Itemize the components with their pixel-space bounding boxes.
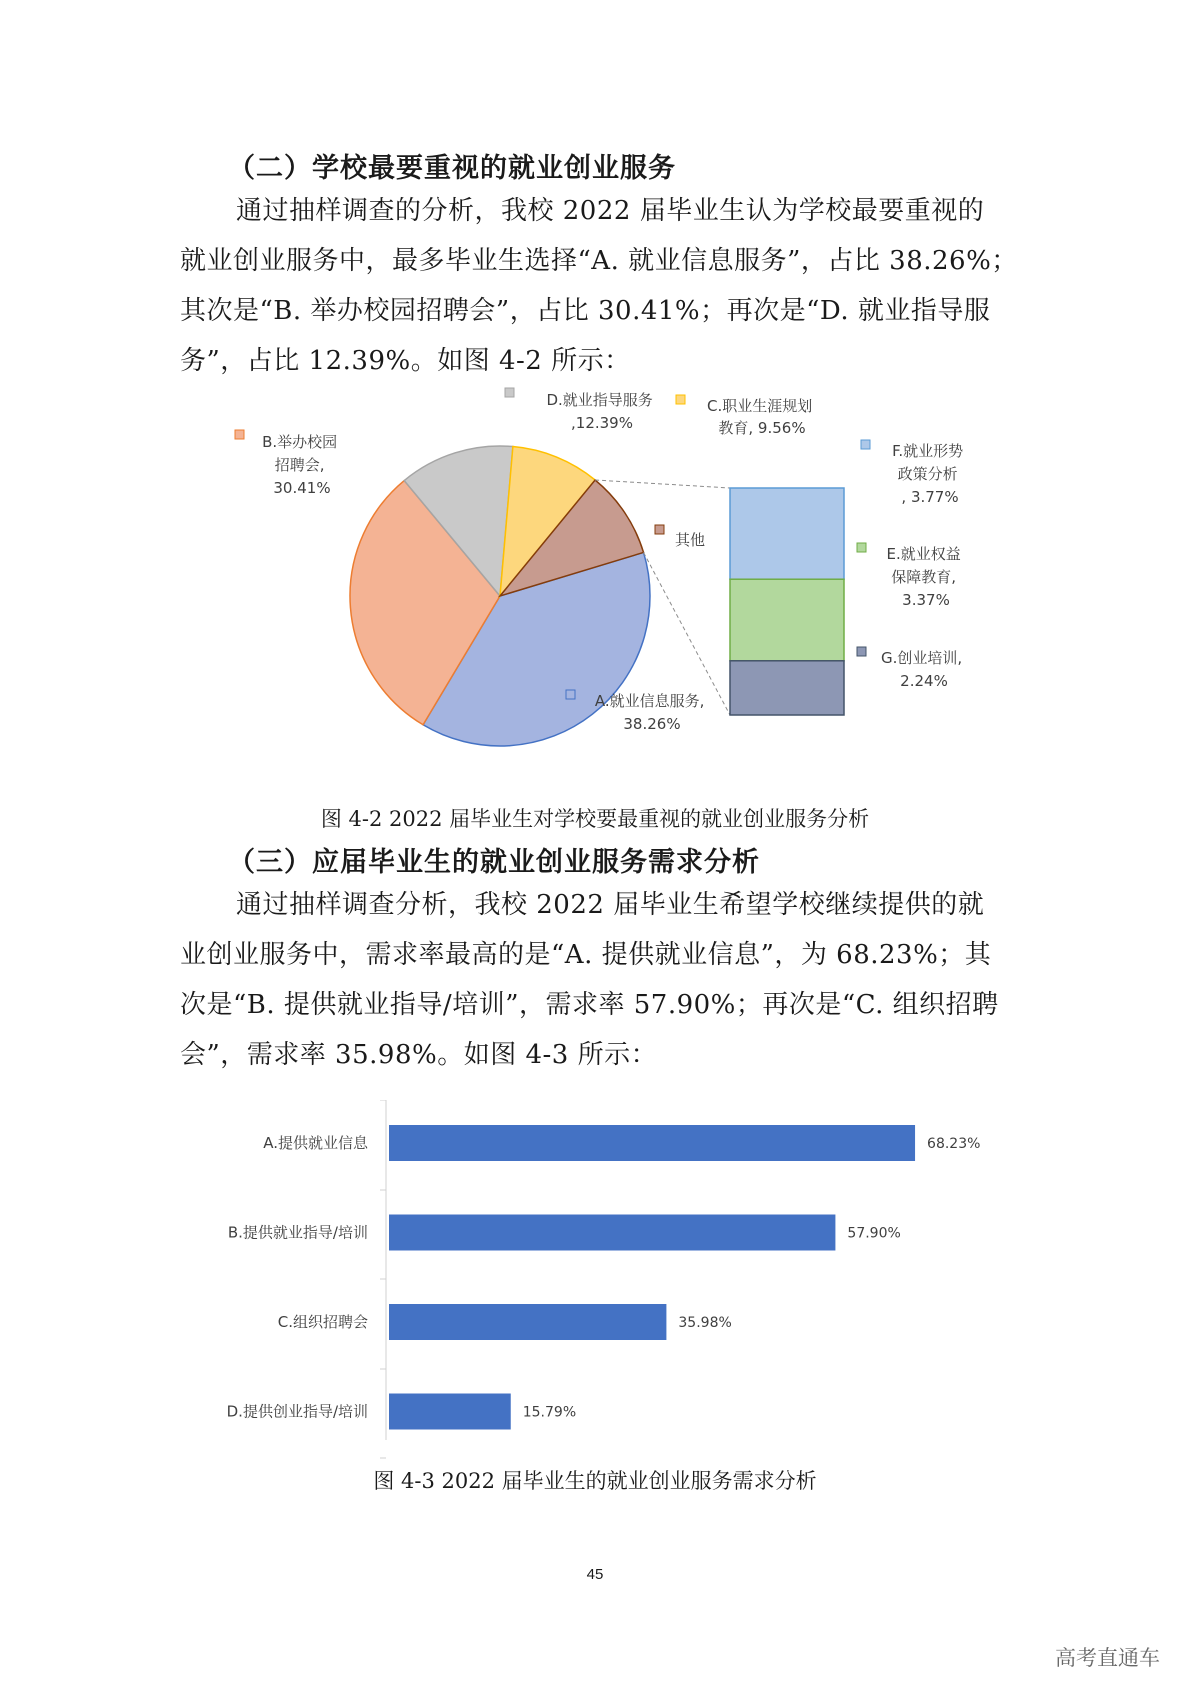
bar — [389, 1394, 511, 1430]
bar-value-label: 15.79% — [522, 1404, 577, 1421]
breakdown-bar-e — [730, 579, 844, 661]
text-line: 其次是“B. 举办校园招聘会”，占比 30.41%；再次是“D. 就业指导服 — [180, 296, 991, 326]
legend-marker-b — [235, 430, 244, 439]
bar — [389, 1304, 666, 1340]
bar — [389, 1215, 835, 1251]
bar-chart — [0, 1100, 1190, 1460]
legend-marker-d — [505, 388, 514, 397]
bar-value-label: 57.90% — [847, 1225, 901, 1242]
text-line: 务”，占比 12.39%。如图 4-2 所示： — [180, 346, 631, 376]
connector-top — [595, 480, 730, 488]
section-heading-3: （三）应届毕业生的就业创业服务需求分析 — [228, 847, 760, 878]
bar-category-label: B.提供就业指导/培训 — [227, 1223, 368, 1242]
connector-bottom — [644, 552, 730, 715]
pie-label-f: F.就业形势 政策分析 , 3.77% — [892, 442, 964, 506]
legend-marker-other — [655, 525, 664, 534]
legend-marker-g — [857, 647, 866, 656]
bar-category-label: C.组织招聘会 — [277, 1313, 368, 1331]
pie-label-b: B.举办校园 招聘会, 30.41% — [262, 433, 338, 497]
bar — [389, 1125, 915, 1161]
bar-category-label: D.提供创业指导/培训 — [226, 1402, 368, 1421]
text-line: 次是“B. 提供就业指导/培训”，需求率 57.90%；再次是“C. 组织招聘 — [180, 990, 999, 1020]
section-heading-2: （二）学校最要重视的就业创业服务 — [228, 153, 676, 184]
legend-marker-c — [676, 395, 685, 404]
figure-caption-4-2: 图 4-2 2022 届毕业生对学校要最重视的就业创业服务分析 — [320, 807, 870, 831]
pie-chart — [0, 385, 1190, 755]
text-line: 通过抽样调查的分析，我校 2022 届毕业生认为学校最要重视的 — [236, 196, 985, 226]
pie-label-other: 其他 — [675, 531, 706, 549]
text-line: 通过抽样调查分析，我校 2022 届毕业生希望学校继续提供的就 — [236, 890, 985, 920]
breakdown-bar-f — [730, 488, 844, 579]
watermark: 高考直通车 — [1055, 1646, 1160, 1670]
paragraph-section-3 — [180, 880, 1010, 1080]
figure-caption-4-3: 图 4-3 2022 届毕业生的就业创业服务需求分析 — [373, 1469, 817, 1493]
pie-label-c: C.职业生涯规划 教育, 9.56% — [706, 397, 813, 437]
bar-value-label: 35.98% — [678, 1315, 732, 1331]
bar-category-label: A.提供就业信息 — [263, 1134, 368, 1152]
text-line: 会”，需求率 35.98%。如图 4-3 所示： — [180, 1040, 658, 1070]
breakdown-bar-g — [730, 661, 844, 715]
legend-marker-e — [857, 543, 866, 552]
legend-marker-f — [861, 440, 870, 449]
legend-marker-a — [566, 690, 575, 699]
text-line: 就业创业服务中，最多毕业生选择“A. 就业信息服务”，占比 38.26%； — [180, 246, 1018, 276]
bar-value-label: 68.23% — [927, 1136, 981, 1152]
pie-label-d: D.就业指导服务 ,12.39% — [546, 391, 653, 432]
pie-label-e: E.就业权益 保障教育, 3.37% — [886, 545, 961, 609]
paragraph-section-2 — [180, 186, 1018, 386]
page-number: 45 — [586, 1566, 604, 1583]
pie-label-g: G.创业培训, 2.24% — [881, 649, 963, 690]
pie-label-a: A.就业信息服务, 38.26% — [594, 692, 705, 733]
text-line: 业创业服务中，需求率最高的是“A. 提供就业信息”，为 68.23%；其 — [180, 940, 992, 970]
